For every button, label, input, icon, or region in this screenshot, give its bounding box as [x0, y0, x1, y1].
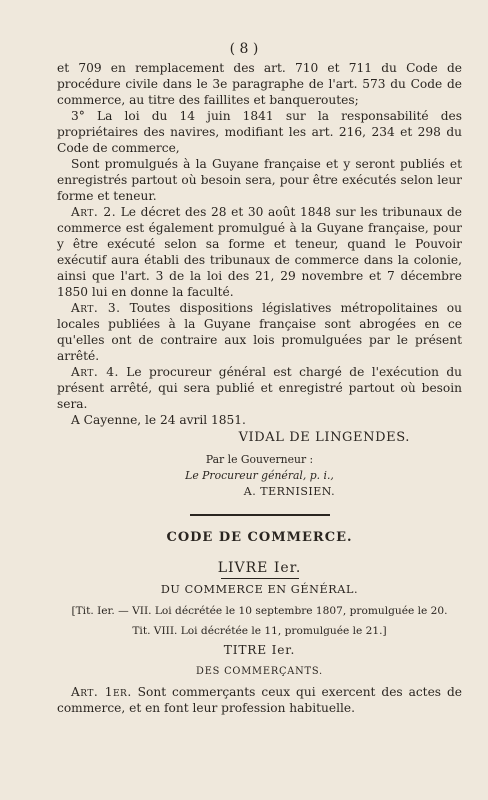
paragraph: Sont promulgués à la Guyane française et y seront publiés et enregistrés partout où besoin sera, pour être exécutés selon leur forme et teneur.	[57, 157, 462, 203]
article-4	[57, 364, 462, 412]
article-label: Art. 4.	[71, 365, 119, 379]
section-rule	[190, 514, 330, 516]
procureur-line: Le Procureur général, p. i.,	[185, 469, 334, 482]
page-body	[57, 60, 462, 716]
par-le-gouverneur: Par le Gouverneur :	[205, 453, 314, 466]
livre-subtitle: DU COMMERCE EN GÉNÉRAL.	[160, 583, 359, 596]
article-text: Toutes dispositions législatives métropolitaines ou locales publiées à la Guyane française sont abrogées en ce qu'elles ont de contraire aux lois promulguées par le présent arrêté.	[57, 301, 462, 363]
article-1	[57, 684, 462, 716]
livre-heading: LIVRE Ier.	[217, 560, 302, 576]
date-line: A Cayenne, le 24 avril 1851.	[71, 413, 246, 427]
article-3	[57, 300, 462, 364]
article-2	[57, 204, 462, 300]
article-label: Art. 2.	[71, 205, 117, 219]
titre-subtitle: DES COMMERÇANTS.	[196, 666, 323, 677]
paragraph: et 709 en remplacement des art. 710 et 711 du Code de procédure civile dans le 3e paragraphe de l'art. 573 du Code de commerce, au titre des faillites et banqueroutes;	[57, 61, 462, 107]
article-label: Art. 3.	[71, 301, 121, 315]
titre-heading: TITRE Ier.	[223, 643, 296, 657]
code-title: CODE DE COMMERCE.	[166, 530, 353, 545]
article-text: Le décret des 28 et 30 août 1848 sur les tribunaux de commerce est également promulgué à la Guyane française, pour y être exécuté selon sa forme et teneur, quand le Pouvoir exécutif aura établi des tribunaux de commerce dans la colonie, ainsi que l'art. 3 de la loi des 21, 29 novembre et 7 décembre 1850 lui en donne la faculté.	[57, 205, 462, 299]
note-line-1: [Tit. Ier. — VII. Loi décrétée le 10 septembre 1807, promulguée le 20.	[71, 605, 448, 617]
signatory-2: A. TERNISIEN.	[243, 485, 336, 498]
article-label: Art. 1er.	[71, 685, 132, 699]
paragraph: 3° La loi du 14 juin 1841 sur la responsabilité des propriétaires des navires, modifiant les art. 216, 234 et 298 du Code de commerce,	[57, 109, 462, 155]
heading-rule	[221, 578, 299, 579]
signatory: VIDAL DE LINGENDES.	[238, 430, 410, 445]
article-text: Sont commerçants ceux qui exercent des actes de commerce, et en font leur profession habituelle.	[57, 685, 462, 715]
article-text: Le procureur général est chargé de l'exécution du présent arrêté, qui sera publié et enregistré partout où besoin sera.	[57, 365, 462, 411]
note-line-2: Tit. VIII. Loi décrétée le 11, promulguée le 21.]	[132, 625, 387, 637]
page-number: ( 8 )	[229, 41, 259, 57]
